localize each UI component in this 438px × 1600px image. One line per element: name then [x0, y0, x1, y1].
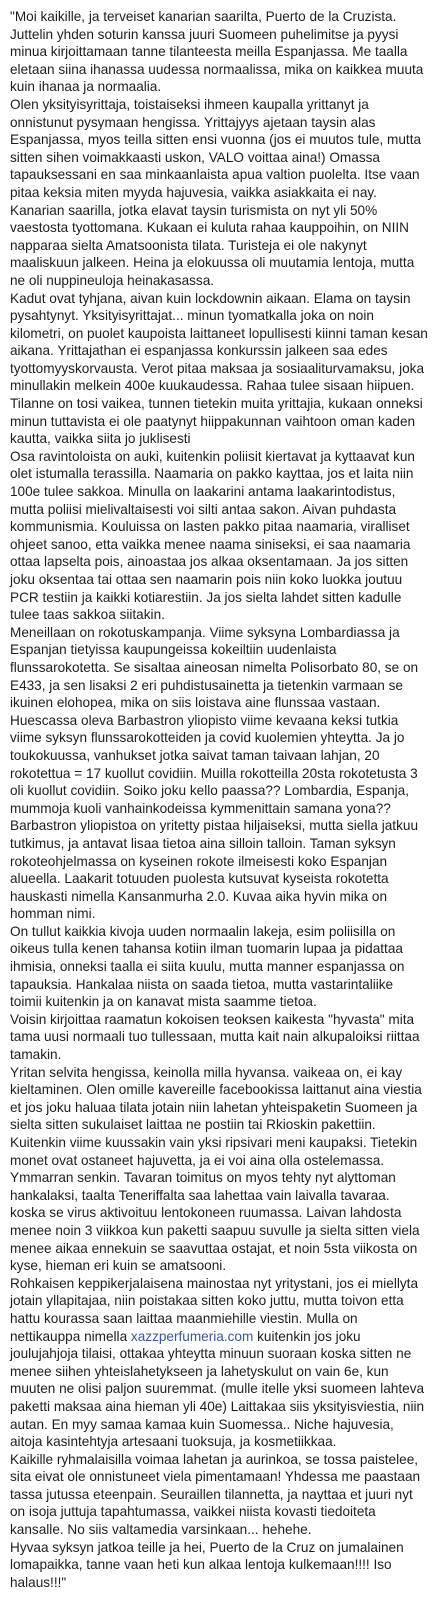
- shop-link[interactable]: xazzperfumeria.com: [130, 1328, 254, 1344]
- post-paragraph-shop: [10, 1275, 428, 1451]
- post-paragraph: Meneillaan on rokotuskampanja. Viime syksyna Lombardiassa ja Espanjan tietyissa kaupungeissa kokeiltiin uudenlaista flunssarokotetta. Se sisaltaa aineosan nimelta Polisorbato 80, se on E433, ja sen lisaksi 2 eri puhdistusainetta ja tietenkin varmaan se ikuinen elohopea, mika on siis loistava aine flunssaa vastaan. Huescassa oleva Barbastron yliopisto viime kevaana keksi tutkia viime syksyn flunssarokotteiden ja covid kuolemien yhteytta. Ja jo toukokuussa, vanhukset jotka saivat taman taivaan lahjan, 20 rokotettua = 17 kuollut covidiin. Muilla rokotteilla 20sta rokotetusta 3 oli kuollut covidiin. Soiko joku kello paassa?? Lombardia, Espanja, mummoja kuoli vanhainkodeissa kymmenittain samana yona?? Barbastron yliopistoa on yritetty pistaa hiljaiseksi, mutta siella jatkuu tutkimus, ja antavat lisaa tietoa aina silloin talloin. Taman syksyn rokoteohjelmassa on kyseinen rokote ilmeisesti koko Espanjan alueella. Laakarit totuuden puolesta kutsuvat kyseista rokotetta hauskasti nimella Kansanmurha 2.0. Kuvaa aika hyvin mika on homman nimi.: [10, 624, 419, 922]
- post-paragraph: Yritan selvita hengissa, keinolla milla hyvansa. vaikeaa on, ei kay kieltaminen. Olen omille kavereille facebookissa laittanut aina viestia et jos joku haluaa tilata jotain niin lahetan yhteispaketin Suomeen ja sielta sitten sukulaiset laittaa ne postiin tai Rkioskin pakettiin. Kuitenkin viime kuussakin vain yksi ripsivari meni kaupaksi. Tietekin monet ovat ostaneet hajuvetta, ja ei voi aina olla ostelemassa. Ymmarran senkin. Tavaran toimitus on myos tehty nyt alyttoman hankalaksi, taalta Teneriffalta saa lahettaa vain laivalla tavaraa. koska se virus aktivoituu lentokoneen ruumassa. Laivan lahdosta menee noin 3 viikkoa kun paketti saapuu suvulle ja sielta sitten viela menee aikaa ennekuin se saavuttaa ostajat, et noin 5sta viikosta on kyse, hieman eri kuin se amatsooni.: [10, 1064, 422, 1274]
- post-paragraph: Kaikille ryhmalaisilla voimaa lahetan ja aurinkoa, se tossa paistelee, sita eivat ole onnistuneet viela pimentamaan! Yhdessa me paastaan tassa jutussa eteenpain. Seuraillen tilannetta, ja nayttaa et juuri nyt on isoja juttuja tapahtumassa, vaikkei niista kovasti tiedoiteta kansalle. No siis valtamedia varsinkaan... hehehe.: [10, 1451, 421, 1538]
- post-paragraph: Voisin kirjoittaa raamatun kokoisen teoksen kaikesta "hyvasta" mita tama uusi normaali tuo tullessaan, mutta kait nain alkupaloiksi riittaa tamakin.: [10, 1011, 420, 1063]
- post-paragraph: Kadut ovat tyhjana, aivan kuin lockdownin aikaan. Elama on taysin pysahtynyt. Yksityisyrittajat... minun tyomatkalla joka on noin kilometri, on puolet kaupoista laittaneet lopullisesti kiinni taman kesan aikana. Yrittajathan ei espanjassa konkurssin jalkeen saa edes tyottomyyskorvausta. Verot pitaa maksaa ja sosiaaliturvamaksu, joka minullakin melkein 400e kuukaudessa. Rahaa tulee sisaan hiipuen. Tilanne on tosi vaikea, tunnen tietekin muita yrittajia, kukaan onneksi minun tuttavista ei ole paatynyt hiippakunnan vaihtoon oman kaden kautta, vaikka siita jo juklisesti: [10, 290, 428, 447]
- post-paragraph: Hyvaa syksyn jatkoa teille ja hei, Puerto de la Cruz on jumalainen lomapaikka, tanne vaan heti kun alkaa lentoja kulkemaan!!!! Iso halaus!!!": [10, 1539, 404, 1590]
- post-paragraph: "Moi kaikille, ja terveiset kanarian saarilta, Puerto de la Cruzista. Juttelin yhden soturin kanssa juuri Suomeen puhelimitse ja pyysi minua kirjoittamaan tanne tilanteesta meilla Espanjassa. Me taalla eletaan siina ihanassa uudessa normaalissa, mika on kaikkea muuta kuin ihanaa ja normaalia.: [10, 9, 424, 95]
- post-paragraph: Olen yksityisyrittaja, toistaiseksi ihmeen kaupalla yrittanyt ja onnistunut pysymaan hengissa. Yrittajyys ajetaan taysin alas Espanjassa, myos teilla sitten ensi vuonna (jos ei muutos tule, mutta sitten sihen voimakkaasti uskon, VALO voittaa aina!) Omassa tapauksessani en saa minkaanlaista apua valtion puolelta. Itse vaan pitaa keksia miten myyda hajuvesia, vaikka asiakkaita ei nay. Kanarian saarilla, jotka elavat taysin turismista on nyt yli 50% vaestosta tyottomana. Kukaan ei kuluta rahaa kauppoihin, on NIIN napparaa sielta Amatsoonista tilata. Turisteja ei ole nakynyt maaliskuun jalkeen. Heina ja elokuussa oli muutamia lentoja, mutta ne oli nuppineuloja heinakasassa.: [10, 96, 422, 288]
- shop-text-end: kuitenkin jos joku joulujahjoja tilaisi, ottakaa yhteytta minuun suoraan koska sitten ne menee siihen yhteislahetykseen ja lahetyskulut on vain 6e, kun muuten ne olisi paljon suuremmat. (mulle itelle yksi suomeen lahteva paketti maksaa aina hieman yli 40e) Laittakaa siis yksityisviestia, niin autan. En myy samaa kamaa kuin Suomessa.. Niche hajuvesia, aitoja kasintehtyja artesaani tuoksuja, ja kosmetiikkaa.: [10, 1328, 425, 1450]
- post-paragraph: Osa ravintoloista on auki, kuitenkin poliisit kiertavat ja kyttaavat kun olet istumalla terassilla. Naamaria on pakko kayttaa, jos et laita niin 100e tulee sakkoa. Minulla on laakarini antama laakarintodistus, mutta poliisi mielivaltaisesti voi silti antaa sakon. Aivan puhdasta kommunismia. Kouluissa on lasten pakko pitaa naamaria, viralliset ohjeet sanoo, etta vaikka menee naama siniseksi, ei saa naamaria ottaa lapselta pois, ainoastaa jos alkaa oksentamaan. Ja jos sitten joku oksentaa tai ottaa sen naamarin pois niin koko luokka joutuu PCR testiin ja kaikki kotiarestiin. Ja jos sielta lahdet sitten kadulle tulee taas sakkoa siitakin.: [10, 448, 415, 623]
- shop-text-start: Rohkaisen keppikerjalaisena mainostaa nyt yritystani, jos ei miellyta jotain yllapitajaa, niin poistakaa sitten koko juttu, mutta toivon etta hattu kourassa saan laittaa maanmiehille viestin. Mulla on nettikauppa nimella: [10, 1275, 419, 1344]
- post-paragraph: On tullut kaikkia kivoja uuden normaalin lakeja, esim poliisilla on oikeus tulla kenen tahansa kotiin ilman tuomarin lupaa ja pidattaa ihmisia, onneksi taalla ei siita kuulu, mutta manner espanjassa on tapauksia. Hankalaa niista on saada tietoa, mutta vastarintaliike toimii kuitenkin ja on kanavat mista saamme tietoa.: [10, 923, 405, 1010]
